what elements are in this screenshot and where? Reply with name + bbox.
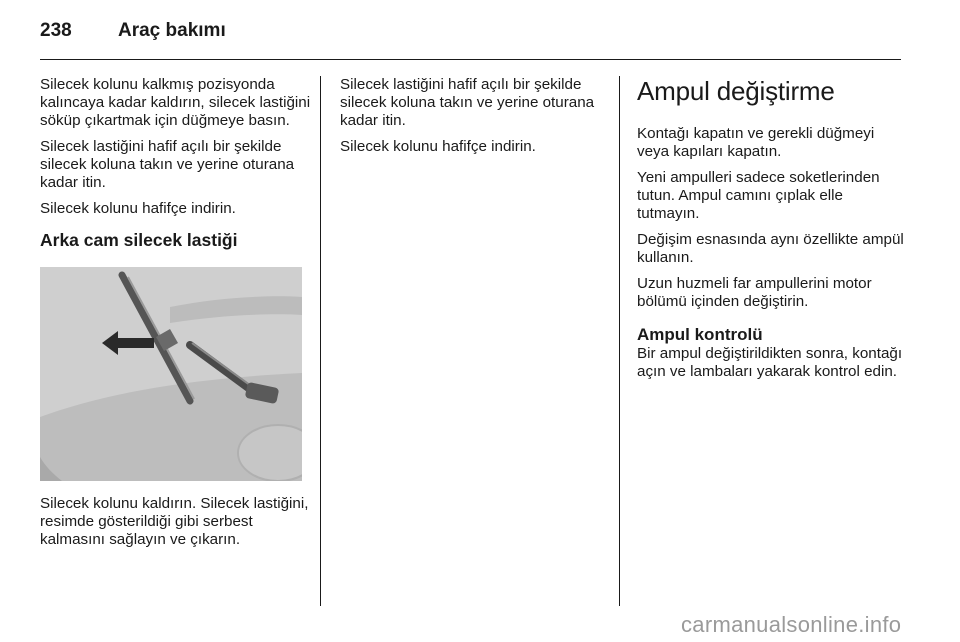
header-rule [40,59,901,60]
column-divider-2 [619,76,620,606]
paragraph: Kontağı kapatın ve gerekli düğmeyi veya kapıları kapatın. [637,125,875,160]
section-heading: Ampul değiştirme [637,76,835,106]
page-title: Araç bakımı [118,20,226,41]
paragraph: Silecek lastiğini hafif açılı bir şekilde silecek koluna takın ve yerine oturana kadar itin. [40,138,295,191]
subsection-heading: Ampul kontrolü [637,325,763,344]
paragraph: Silecek kolunu kalkmış pozisyonda kalıncaya kadar kaldırın, silecek lastiğini söküp çıkartmak için düğmeye basın. [40,76,311,129]
paragraph: Yeni ampulleri sadece soketlerinden tutun. Ampul camını çıplak elle tutmayın. [637,169,880,222]
paragraph: Silecek kolunu kaldırın. Silecek lastiğini, resimde gösterildiği gibi serbest kalmasını sağlayın ve çıkarın. [40,495,309,548]
paragraph: Bir ampul değiştirildikten sonra, kontağı açın ve lambaları yakarak kontrol edin. [637,345,903,380]
paragraph: Değişim esnasında aynı özellikte ampül kullanın. [637,231,904,266]
column-1 [40,76,312,557]
rear-wiper-illustration [40,267,302,481]
column-2 [340,76,612,164]
paragraph: Silecek kolunu hafifçe indirin. [40,200,236,217]
watermark: carmanualsonline.info [681,612,902,637]
section-heading: Arka cam silecek lastiği [40,230,238,250]
column-3 [637,76,907,389]
column-divider-1 [320,76,321,606]
paragraph: Silecek lastiğini hafif açılı bir şekilde silecek koluna takın ve yerine oturana kadar itin. [340,76,595,129]
page-number: 238 [40,20,72,41]
paragraph: Uzun huzmeli far ampullerini motor bölümü içinden değiştirin. [637,275,872,310]
paragraph: Silecek kolunu hafifçe indirin. [340,138,536,155]
